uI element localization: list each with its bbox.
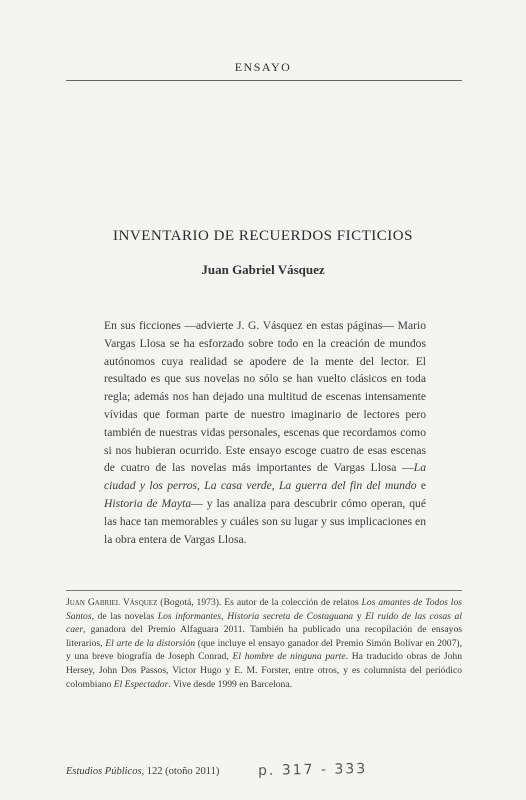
bio-work-1: Los amantes de Todos los Santos bbox=[66, 597, 462, 622]
journal-name: Estudios Públicos bbox=[66, 766, 142, 777]
bio-text-5: , ganadora del Premio Alfaguara 2011. También ha publicado una recopilación de ensayos literarios, bbox=[66, 624, 462, 649]
abstract-text-2: — y las analiza para descubrir cómo operan, qué las hace tan memorables y cuáles son su lugar y sus implicaciones en la obra entera de Vargas Llosa. bbox=[104, 496, 426, 546]
abstract-work-3: La guerra del fin del mundo bbox=[278, 479, 417, 493]
handwritten-page-range: p. 317 - 333 bbox=[257, 761, 368, 779]
abstract-work-1: La ciudad y los perros bbox=[104, 461, 426, 493]
journal-footer bbox=[66, 766, 219, 777]
abstract-sep-2: , bbox=[271, 479, 279, 493]
abstract-work-4: Historia de Mayta bbox=[104, 496, 192, 510]
bio-work-3: Historia secreta de Costaguana bbox=[227, 610, 354, 622]
bio-work-2: Los informantes bbox=[157, 610, 222, 622]
footnote-rule bbox=[66, 590, 462, 591]
bio-work-7: El Espectador bbox=[113, 678, 169, 690]
abstract-text-1: En sus ficciones —advierte J. G. Vásquez en estas páginas— Mario Vargas Llosa se ha esforzado sobre todo en la creación de mundos autónomos cuya realidad se apodere de la mente del lector. El resultado es que sus novelas no sólo se han vuelto clásicos en toda regla; además nos han dejado una multitud de escenas intensamente vívidas que forman parte de nuestro imaginario de lectores pero también de nuestras vidas personales, escenas que recordamos como si nos hubieran ocurrido. Este ensayo escoge cuatro de esas escenas de cuatro de las novelas más importantes de Vargas Llosa — bbox=[104, 319, 426, 475]
bio-text-4: y bbox=[353, 610, 366, 622]
abstract-paragraph bbox=[104, 317, 426, 548]
abstract-sep-1: , bbox=[197, 479, 205, 493]
article-title: INVENTARIO DE RECUERDOS FICTICIOS bbox=[113, 228, 413, 244]
header-rule bbox=[66, 80, 462, 81]
bio-work-6: El hombre de ninguna parte bbox=[232, 651, 346, 663]
abstract-sep-3: e bbox=[416, 479, 427, 493]
bio-text-1: (Bogotá, 1973). Es autor de la colección de relatos bbox=[157, 597, 362, 608]
article-author: Juan Gabriel Vásquez bbox=[201, 262, 325, 277]
bio-text-7: . Ha traducido obras de John Hersey, John Dos Passos, Victor Hugo y E. M. Forster, entre otros, y es columnista del periódico colombiano bbox=[66, 651, 463, 690]
bio-text-3: , bbox=[221, 610, 228, 622]
bio-work-5: El arte de la distorsión bbox=[105, 637, 196, 649]
bio-text-6: (que incluye el ensayo ganador del Premio Simón Bolívar en 2007), y una breve biografía de Joseph Conrad, bbox=[66, 637, 462, 663]
bio-text-8: . Vive desde 1999 en Barcelona. bbox=[168, 678, 292, 690]
bio-text-2: , de las novelas bbox=[91, 610, 158, 622]
bio-work-4: El ruido de las cosas al caer bbox=[66, 610, 463, 636]
author-bio bbox=[66, 596, 462, 691]
bio-author-name: Juan Gabriel Vásquez bbox=[66, 597, 158, 608]
abstract-work-2: La casa verde bbox=[204, 479, 272, 493]
section-label: ENSAYO bbox=[234, 60, 292, 74]
journal-issue: , 122 (otoño 2011) bbox=[141, 766, 220, 777]
